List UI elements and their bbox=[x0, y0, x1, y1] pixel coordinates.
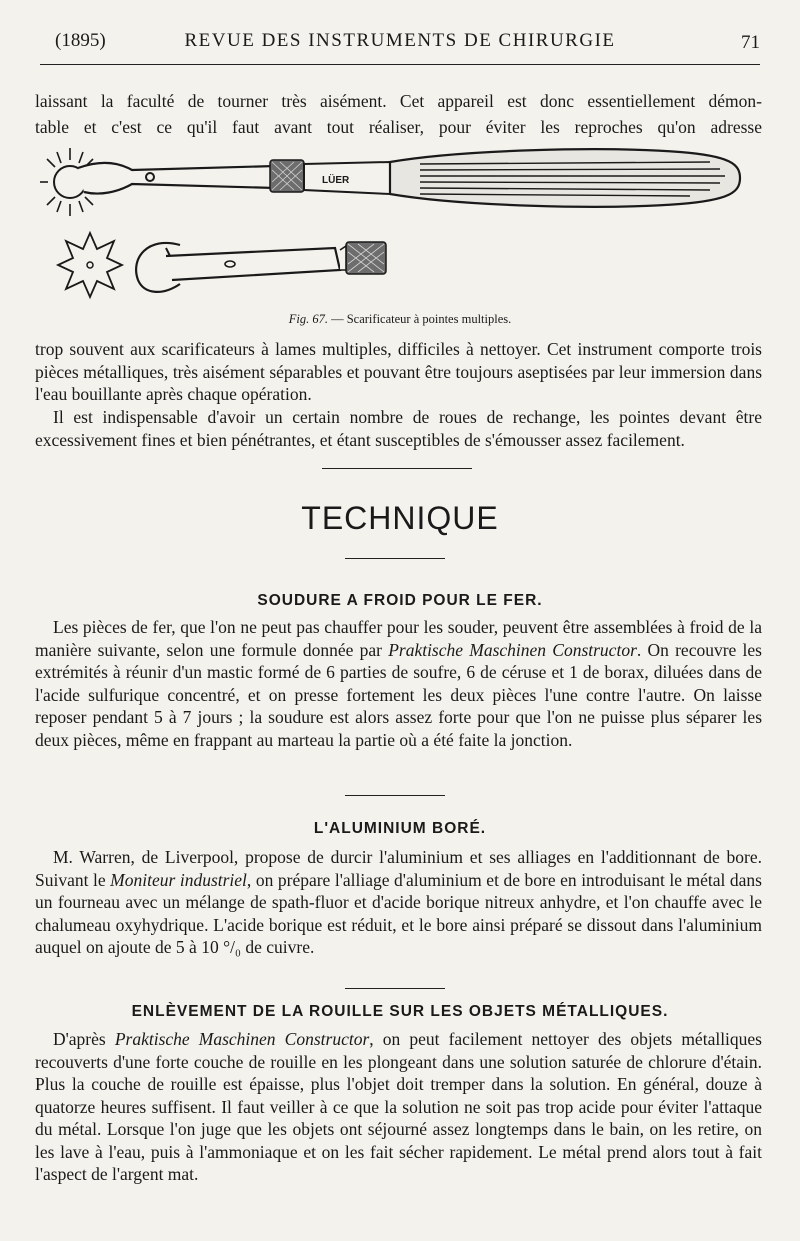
header-title: REVUE DES INSTRUMENTS DE CHIRURGIE bbox=[184, 30, 616, 51]
figure-caption bbox=[0, 312, 800, 327]
article-title-rouille: ENLÈVEMENT DE LA ROUILLE SUR LES OBJETS MÉTALLIQUES. bbox=[131, 1003, 669, 1020]
header-year: (1895) bbox=[55, 30, 106, 51]
paragraph-rouille: D'après Praktische Maschinen Constructor, on peut facilement nettoyer des objets métalliques recouverts d'une forte couche de rouille en les plongeant dans une solution saturée de chlorure d'étain. Plus la couche de rouille est épaisse, plus l'objet doit tremper dans la solution. En général, douze à quatorze heures suffisent. Il faut veiller à ce que la solution ne soit pas trop acide pour éviter l'attaque du métal. Lorsque l'on juge que les objets ont séjourné assez longtemps dans le bain, on les retire, on les lave à l'eau, puis à l'ammoniaque et on les fait sécher rapidement. Le métal prend alors tout à fait l'aspect de l'argent mat. bbox=[35, 1029, 762, 1184]
journal-name: Praktische Maschinen Constructor bbox=[388, 639, 637, 660]
journal-name: Moniteur industriel bbox=[110, 869, 247, 890]
divider-rule bbox=[322, 468, 472, 469]
article-title-aluminium: L'ALUMINIUM BORÉ. bbox=[313, 820, 487, 837]
page-number: 71 bbox=[741, 32, 760, 53]
paragraph-instrument: trop souvent aux scarificateurs à lames multiples, difficiles à nettoyer. Cet instrument comporte trois pièces métalliques, très aisément séparables et pouvant être toujours aseptisées par leur immersion dans l'eau bouillante après chaque opération. bbox=[35, 339, 762, 404]
divider-rule bbox=[345, 795, 445, 796]
paragraph-aluminium: M. Warren, de Liverpool, propose de durcir l'aluminium et ses alliages en l'additionnant de bore. Suivant le Moniteur industriel, on prépare l'alliage d'aluminium et de bore en introduisant le métal dans un fourneau avec un mélange de spath-fluor et d'acide borique nitreux anhydre, et l'on chauffe avec le chalumeau oxyhydrique. L'acide borique est réduit, et le bore ainsi préparé se dissout dans l'aluminium auquel on ajoute de 5 à 10 °/₀ de cuivre. bbox=[35, 847, 762, 957]
journal-name: Praktische Maschinen Constructor bbox=[114, 1029, 370, 1049]
figure-number: Fig. 67. bbox=[288, 312, 328, 326]
section-heading-technique: TECHNIQUE bbox=[301, 500, 499, 536]
star-wheel-detached bbox=[58, 233, 122, 297]
divider-rule bbox=[345, 558, 445, 559]
paragraph-soudure: Les pièces de fer, que l'on ne peut pas chauffer pour les souder, peuvent être assemblées à froid de la manière suivante, selon une formule donnée par Praktische Maschinen Constructor. On recouvre les extrémités à réunir d'un mastic formé de 6 parties de soufre, 6 de céruse et 1 de borax, diluées dans de l'acide sulfurique concentré, et on presse fortement les deux pièces l'une contre l'autre. On laisse reposer pendant 5 à 7 jours ; la soudure est alors assez forte pour que l'on ne puisse plus séparer les deux pièces, même en frappant au marteau la partie où a été faite la jonction. bbox=[35, 617, 762, 750]
maker-engraving: LÜER bbox=[322, 175, 350, 186]
scarificateur-engraving bbox=[40, 140, 760, 330]
intro-line-1: laissant la faculté de tourner très aisément. Cet appareil est donc essentiellement démon- bbox=[35, 91, 762, 111]
fork-piece-detached bbox=[136, 242, 386, 292]
intro-line-2: table et c'est ce qu'il faut avant tout réaliser, pour éviter les reproches qu'on adresse bbox=[35, 117, 762, 137]
figure-scarificateur bbox=[40, 140, 760, 330]
article-title-soudure: SOUDURE A FROID POUR LE FER. bbox=[257, 592, 543, 609]
figure-caption-text: — Scarificateur à pointes multiples. bbox=[327, 312, 512, 326]
running-header bbox=[40, 28, 760, 58]
divider-rule bbox=[345, 988, 445, 989]
header-rule bbox=[40, 64, 760, 65]
paragraph-roues: Il est indispensable d'avoir un certain nombre de roues de rechange, les pointes devant être excessivement fines et bien pénétrantes, et étant susceptibles de s'émousser assez facilement. bbox=[35, 407, 762, 450]
